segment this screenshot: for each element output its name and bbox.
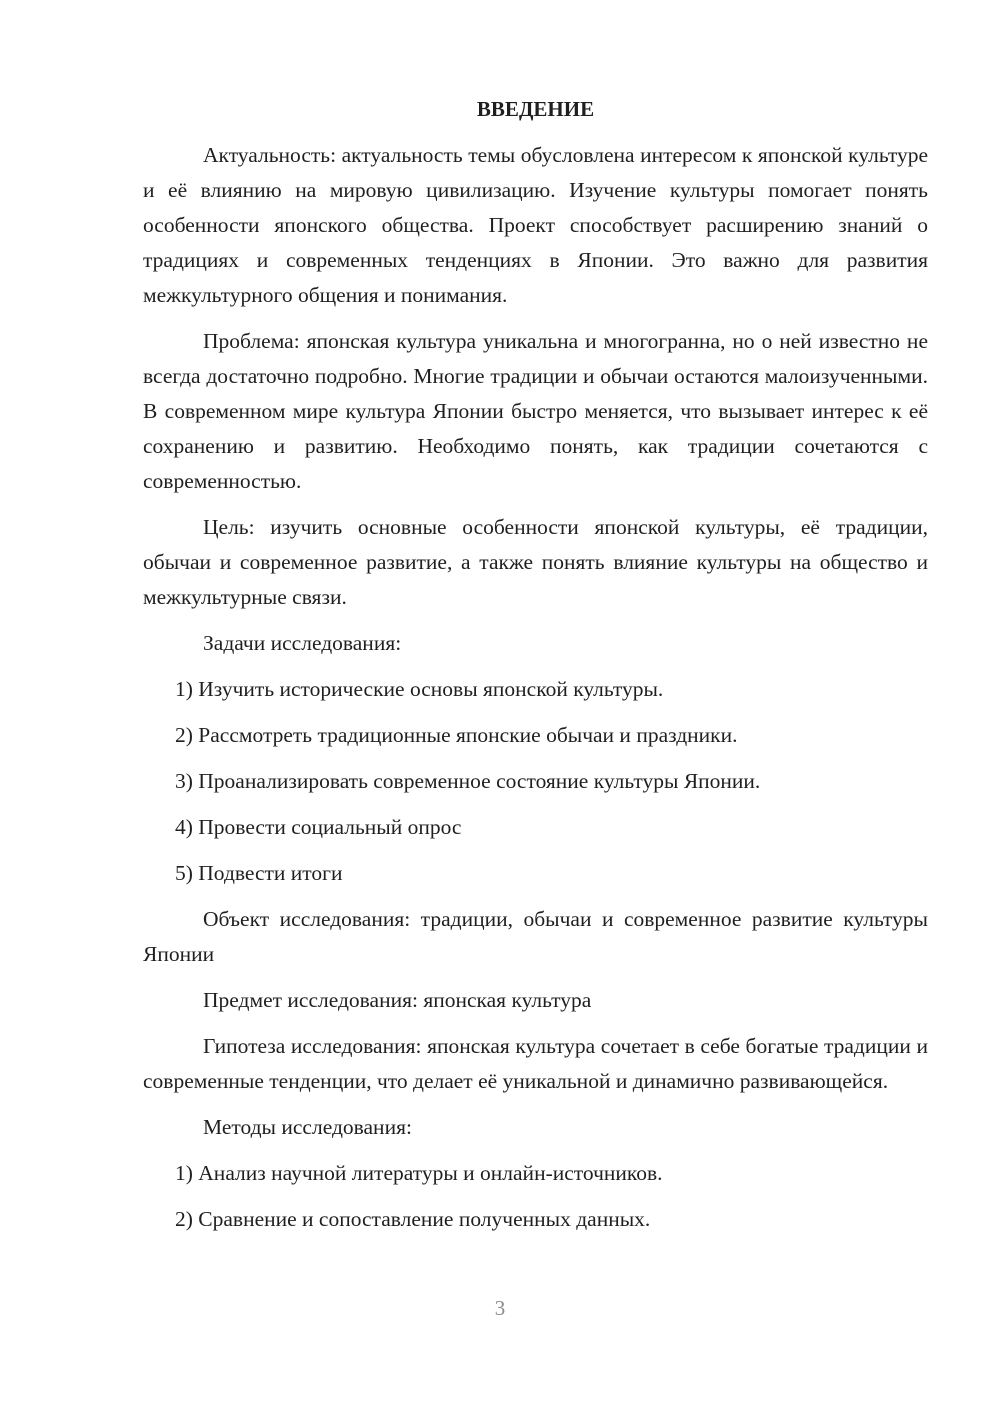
task-item: 1) Изучить исторические основы японской культуры. [175, 677, 664, 701]
methods-list [143, 1156, 928, 1237]
tasks-heading: Задачи исследования: [203, 631, 402, 655]
document-page [143, 92, 928, 1248]
task-item: 3) Проанализировать современное состояние культуры Японии. [175, 769, 761, 793]
section-title: ВВЕДЕНИЕ [476, 97, 595, 121]
relevance-paragraph: Актуальность: актуальность темы обусловлена интересом к японской культуре и её влиянию на мировую цивилизацию. Изучение культуры помогает понять особенности японского общества. Проект способствует расширению знаний о традициях и современных тенденциях в Японии. Это важно для развития межкультурного общения и понимания. [143, 143, 928, 307]
task-item: 2) Рассмотреть традиционные японские обычаи и праздники. [175, 723, 738, 747]
tasks-list [143, 672, 928, 891]
methods-heading: Методы исследования: [203, 1115, 412, 1139]
hypothesis-paragraph: Гипотеза исследования: японская культура сочетает в себе богатые традиции и современные тенденции, что делает её уникальной и динамично развивающейся. [143, 1034, 928, 1093]
page-number: 3 [494, 1296, 506, 1320]
goal-paragraph: Цель: изучить основные особенности японской культуры, её традиции, обычаи и современное развитие, а также понять влияние культуры на общество и межкультурные связи. [143, 515, 928, 609]
problem-paragraph: Проблема: японская культура уникальна и многогранна, но о ней известно не всегда достаточно подробно. Многие традиции и обычаи остаются малоизученными. В современном мире культура Японии быстро меняется, что вызывает интерес к её сохранению и развитию. Необходимо понять, как традиции сочетаются с современностью. [143, 329, 928, 493]
task-item: 4) Провести социальный опрос [175, 815, 462, 839]
subject-paragraph: Предмет исследования: японская культура [203, 988, 592, 1012]
method-item: 1) Анализ научной литературы и онлайн-источников. [175, 1161, 663, 1185]
method-item: 2) Сравнение и сопоставление полученных данных. [175, 1207, 651, 1231]
task-item: 5) Подвести итоги [175, 861, 343, 885]
object-paragraph: Объект исследования: традиции, обычаи и современное развитие культуры Японии [143, 907, 928, 966]
